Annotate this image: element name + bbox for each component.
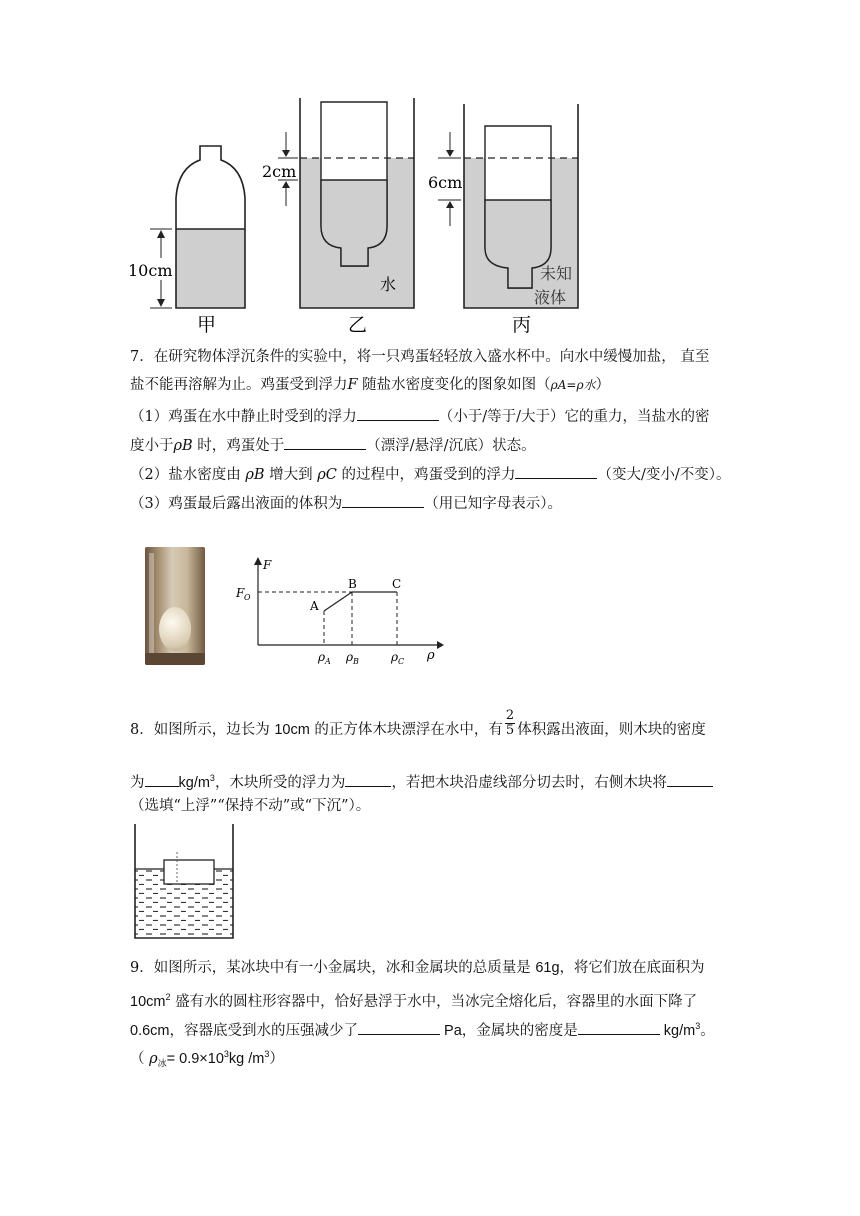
q9-line-2: $10cm^2$ 盛有水的圆柱形容器中，恰好悬浮于水中，当冰完全熔化后，容器里的水面下降了 [130,992,698,1010]
label-unknown-2: 液体 [534,288,567,307]
label-rhoA-sub: A [325,657,331,666]
label-B: B [348,577,357,591]
answer-blank[interactable] [358,1020,440,1035]
q9-line-3: 0.6cm，容器底受到水的压强减少了 Pa，金属块的密度是 $kg/m^3$。 [130,1021,715,1039]
label-unknown-1: 未知 [540,264,573,283]
q7-part-3: （3）鸡蛋最后露出液面的体积为 （用已知字母表示）。 [130,493,562,514]
q9-line-4: （ $\rho_冰= 0.9\times 10^3kg$ $/m^3$） [130,1049,284,1070]
label-rhoC-sub: C [398,657,405,666]
label-F: F [263,558,272,572]
answer-blank[interactable] [357,406,439,421]
label-F0-sub: O [244,593,251,602]
label-jia: 甲 [197,314,217,336]
q7-part-1-cont: 度小于ρB 时，鸡蛋处于 （漂浮/悬浮/沉底）状态。 [130,435,536,456]
fraction-2-5: $\frac{2}{5}$ [505,707,515,738]
label-6cm: 6cm [428,173,463,192]
label-A: A [310,599,319,613]
label-water: 水 [380,275,397,294]
figure-bottles [128,98,588,338]
line-A-B [324,592,352,611]
label-rhoB-sub: B [353,657,359,666]
label-bing: 丙 [512,314,532,336]
graph-F-rho [232,555,447,670]
bottle-jia [150,146,245,308]
egg-photo [145,547,205,665]
glass-base [145,653,205,665]
label-C: C [392,577,402,591]
q7-part-1: （1）鸡蛋在水中静止时受到的浮力 （小于/等于/大于）它的重力，当盐水的密 [130,406,710,427]
label-F0: F [236,586,245,600]
answer-blank[interactable] [342,493,424,508]
label-yi: 乙 [348,314,368,336]
q9-line-1: 9．如图所示，某冰块中有一小金属块，冰和金属块的总质量是 61g，将它们放在底面积为 [130,960,705,976]
wood-block [164,860,214,884]
answer-blank[interactable] [515,464,597,479]
label-rhoB: ρ [346,650,354,664]
q8-line-2: 为 $kg/m^3$，木块所受的浮力为 ，若把木块沿虚线部分切去时，右侧木块将 [130,768,713,793]
label-rho: ρ [427,648,435,663]
q7-line-2: 盐不能再溶解为止。鸡蛋受到浮力F 随盐水密度变化的图象如图（ρA=ρ水） [130,377,611,393]
label-2cm: 2cm [262,162,297,181]
answer-blank[interactable] [145,772,179,787]
label-rhoC: ρ [391,650,399,664]
label-rhoA: ρ [318,650,326,664]
answer-blank[interactable] [578,1020,660,1035]
q7-line-1: 7．在研究物体浮沉条件的实验中，将一只鸡蛋轻轻放入盛水杯中。向水中缓慢加盐， 直至 [130,349,710,365]
answer-blank[interactable] [667,772,713,787]
q8-line-1: 8．如图所示，边长为 10cm 的正方体木块漂浮在水中，有 $\frac{2}{5}$ 体积露出液面，则木块的密度 [130,707,706,738]
figure-wood-block [130,822,240,944]
answer-blank[interactable] [284,435,366,450]
answer-blank[interactable] [345,772,391,787]
q7-part-2: （2）盐水密度由 ρB 增大到 ρC 的过程中，鸡蛋受到的浮力 （变大/变小/不变）。 [130,464,731,485]
egg-shape [159,607,191,651]
glass-highlight [149,553,154,653]
label-10cm: 10cm [128,261,173,280]
q8-line-3: （选填“上浮”“保持不动”或“下沉”）。 [130,798,371,814]
